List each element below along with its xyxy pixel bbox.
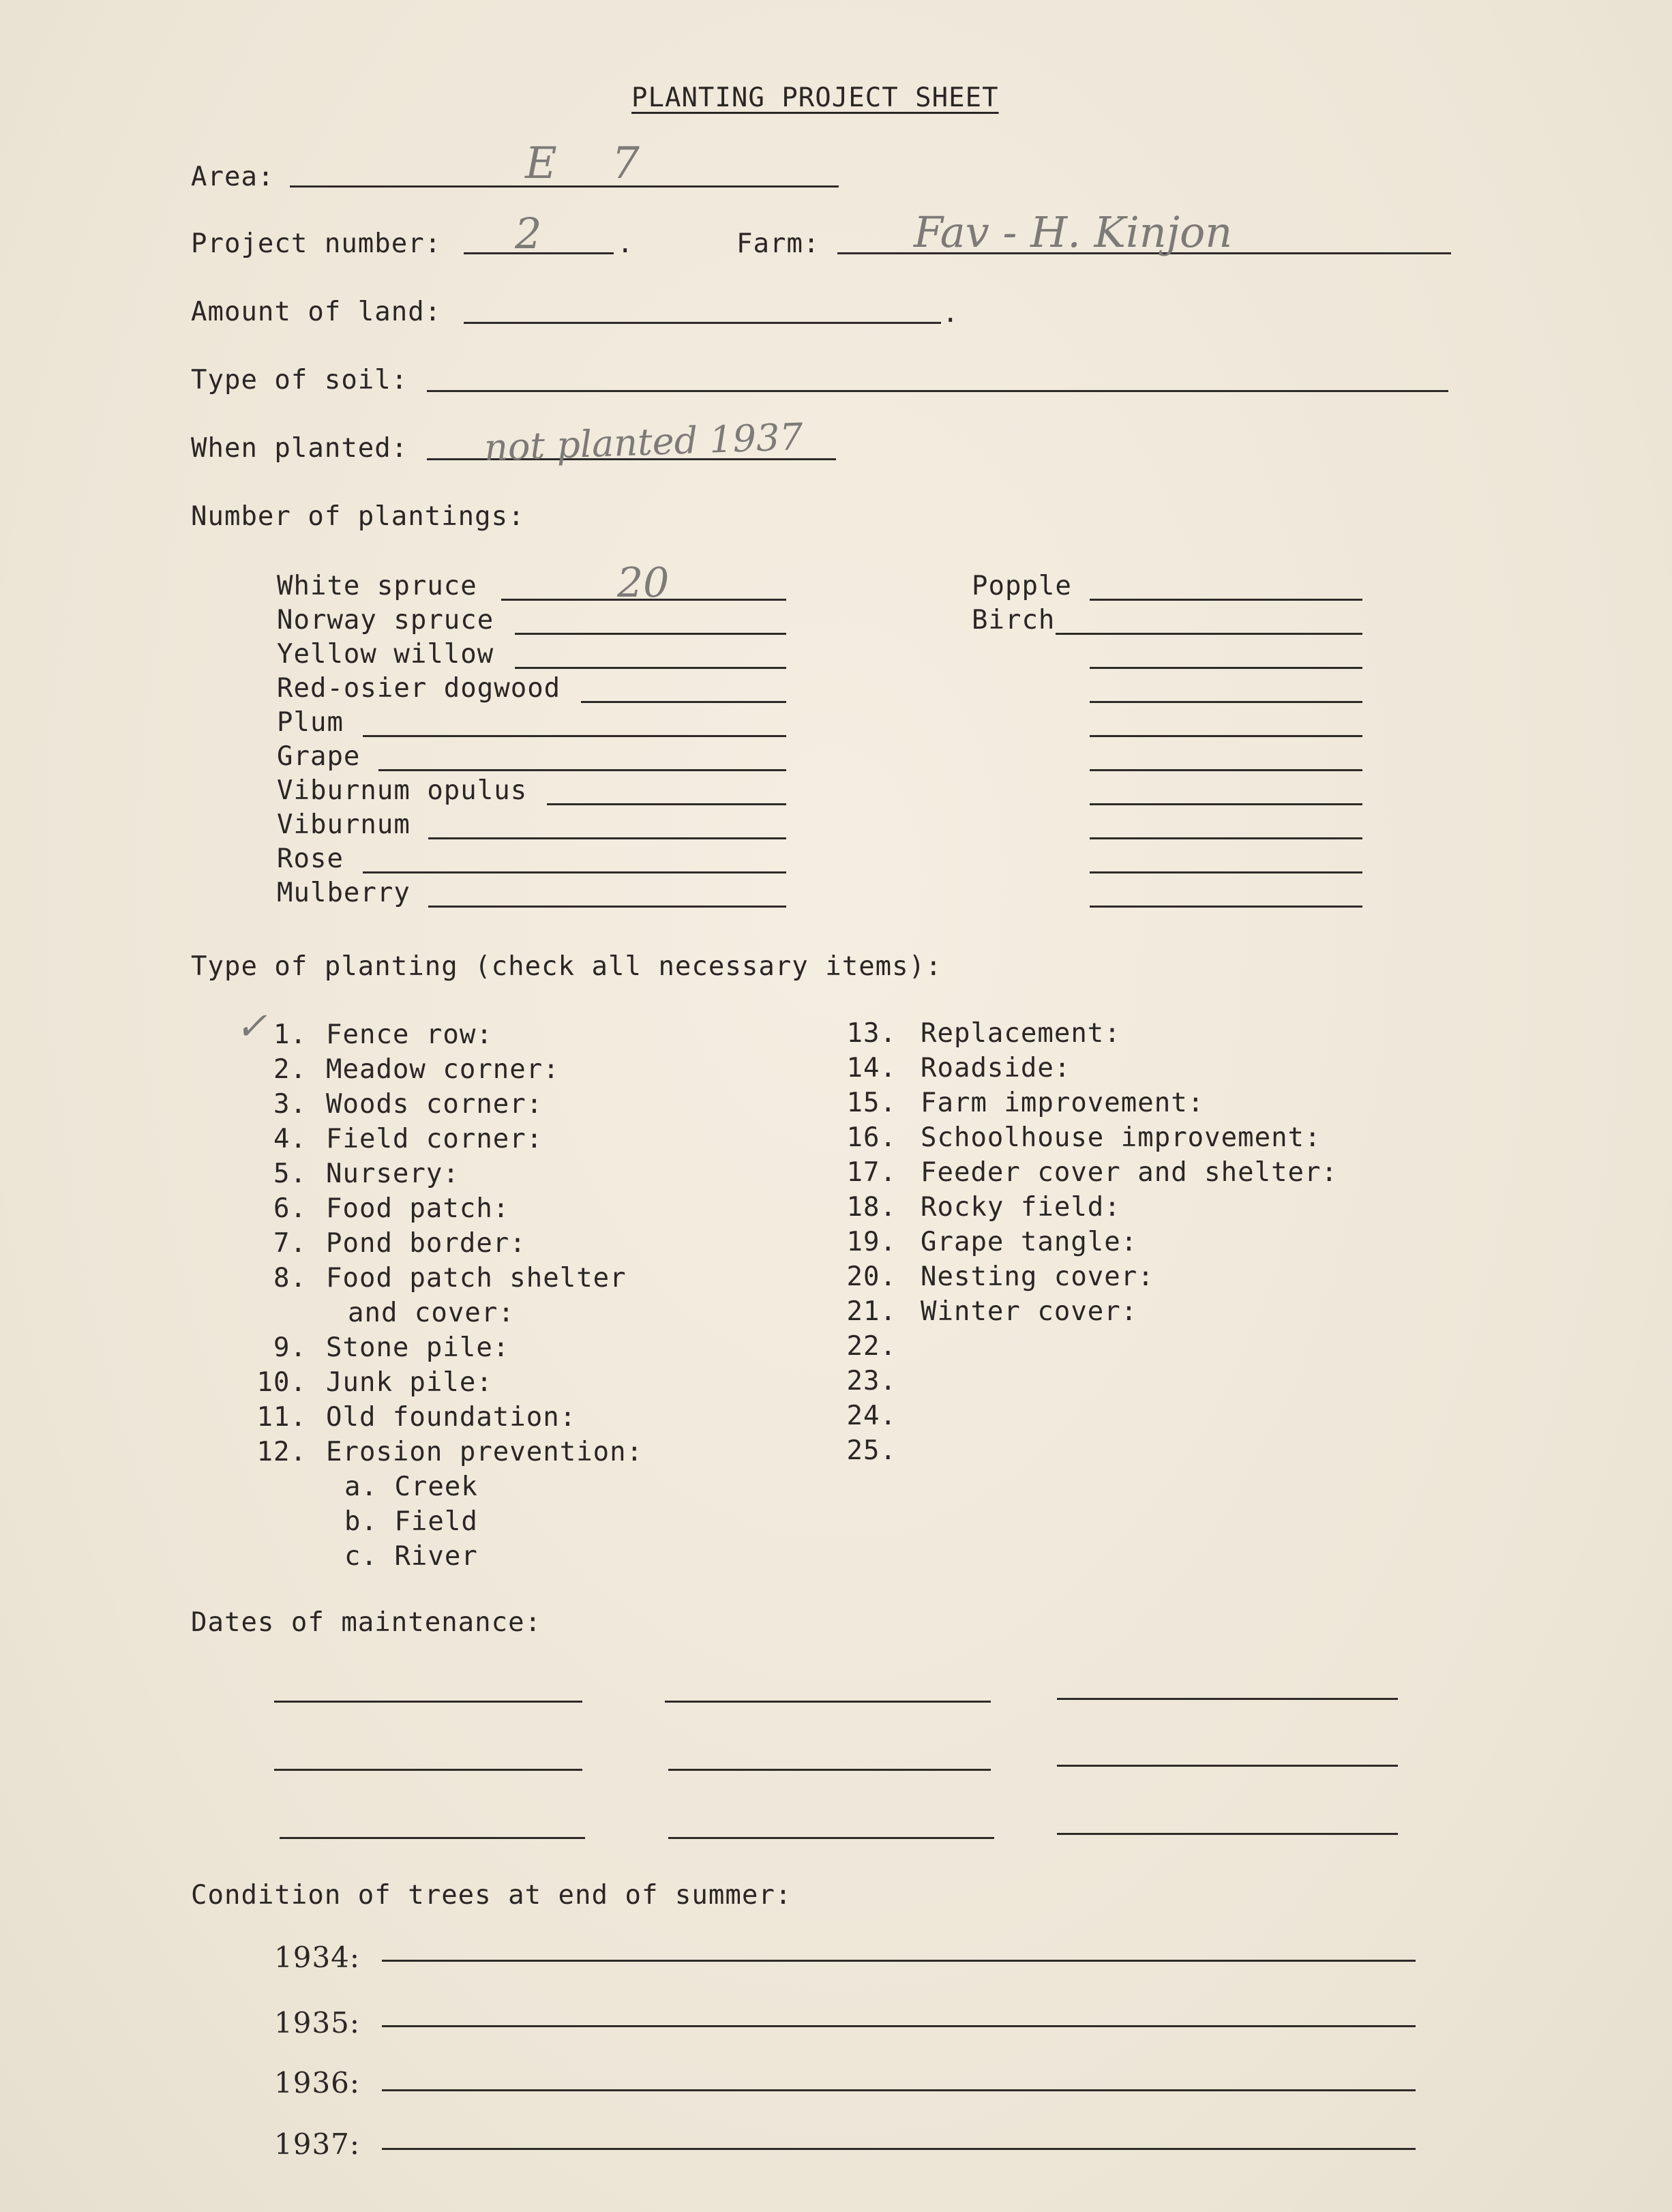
type-num: 8.: [273, 1263, 307, 1294]
maintenance-date-field[interactable]: [274, 1701, 582, 1703]
planting-viburnum-opulus: Viburnum opulus: [277, 775, 528, 806]
amount-of-land-period: .: [942, 298, 959, 329]
maintenance-date-field[interactable]: [280, 1837, 585, 1839]
area-label: Area:: [191, 162, 275, 192]
blank-planting-field[interactable]: [1090, 735, 1362, 737]
blank-planting-field[interactable]: [1090, 871, 1362, 873]
type-erosion-prevention[interactable]: Erosion prevention:: [326, 1437, 644, 1467]
amount-of-land-field[interactable]: [464, 322, 941, 324]
type-num: 4.: [273, 1124, 307, 1154]
type-num: 5.: [273, 1159, 307, 1189]
maintenance-date-field[interactable]: [1057, 1765, 1398, 1767]
planting-mulberry: Mulberry: [277, 878, 410, 908]
type-replacement[interactable]: Replacement:: [921, 1018, 1121, 1049]
type-num: 15.: [846, 1088, 897, 1118]
type-grape-tangle[interactable]: Grape tangle:: [921, 1227, 1138, 1257]
erosion-river[interactable]: c. River: [344, 1541, 478, 1572]
type-pond-border[interactable]: Pond border:: [326, 1228, 526, 1259]
type-num: 9.: [273, 1332, 307, 1363]
type-woods-corner[interactable]: Woods corner:: [326, 1089, 543, 1120]
erosion-field[interactable]: b. Field: [344, 1506, 478, 1537]
blank-planting-field[interactable]: [1090, 667, 1362, 669]
type-num: 2.: [273, 1054, 307, 1085]
blank-planting-field[interactable]: [1090, 803, 1362, 805]
type-feeder-cover[interactable]: Feeder cover and shelter:: [921, 1157, 1338, 1188]
condition-1934-field[interactable]: [382, 1960, 1416, 1962]
plantings-heading: Number of plantings:: [191, 501, 525, 532]
type-nesting-cover[interactable]: Nesting cover:: [921, 1261, 1154, 1292]
type-num: 13.: [846, 1018, 897, 1049]
when-planted-value: not planted 1937: [483, 415, 804, 470]
plum-field[interactable]: [363, 735, 786, 737]
type-fence-row[interactable]: Fence row:: [326, 1019, 493, 1050]
type-num: 12.: [256, 1437, 307, 1467]
blank-planting-field[interactable]: [1090, 769, 1362, 771]
maintenance-date-field[interactable]: [665, 1701, 991, 1703]
planting-popple: Popple: [972, 571, 1072, 601]
blank-planting-field[interactable]: [1090, 906, 1362, 908]
type-of-soil-label: Type of soil:: [191, 365, 408, 395]
viburnum-opulus-field[interactable]: [547, 803, 786, 805]
type-of-soil-field[interactable]: [427, 390, 1448, 392]
rose-field[interactable]: [363, 871, 786, 873]
type-num: 14.: [846, 1053, 897, 1083]
amount-of-land-label: Amount of land:: [191, 297, 442, 327]
type-old-foundation[interactable]: Old foundation:: [326, 1402, 577, 1433]
when-planted-label: When planted:: [191, 433, 408, 464]
type-food-patch-shelter-cont[interactable]: and cover:: [348, 1298, 515, 1328]
farm-label: Farm:: [736, 228, 820, 259]
type-num: 7.: [273, 1228, 307, 1259]
birch-field[interactable]: [1056, 633, 1362, 635]
blank-planting-field[interactable]: [1090, 837, 1362, 839]
type-schoolhouse-improvement[interactable]: Schoolhouse improvement:: [921, 1122, 1322, 1153]
condition-year-1935: 1935:: [274, 2006, 361, 2039]
planting-norway-spruce: Norway spruce: [277, 605, 494, 636]
condition-year-1934: 1934:: [274, 1941, 361, 1974]
maintenance-date-field[interactable]: [274, 1769, 582, 1771]
yellow-willow-field[interactable]: [515, 667, 786, 669]
type-num: 17.: [846, 1157, 897, 1188]
type-field-corner[interactable]: Field corner:: [326, 1124, 543, 1154]
maintenance-heading: Dates of maintenance:: [191, 1607, 542, 1638]
blank-planting-field[interactable]: [1090, 701, 1362, 703]
type-num: 18.: [846, 1192, 897, 1223]
type-num: 3.: [273, 1089, 307, 1120]
check-mark-icon: ✓: [235, 1004, 267, 1049]
planting-rose: Rose: [277, 843, 344, 874]
red-osier-dogwood-field[interactable]: [581, 701, 786, 703]
type-stone-pile[interactable]: Stone pile:: [326, 1332, 510, 1363]
condition-1936-field[interactable]: [382, 2089, 1416, 2091]
viburnum-field[interactable]: [428, 837, 786, 839]
page-title: PLANTING PROJECT SHEET: [631, 83, 999, 113]
planting-red-osier-dogwood: Red-osier dogwood: [277, 673, 561, 704]
maintenance-date-field[interactable]: [668, 1769, 991, 1771]
type-num: 19.: [846, 1227, 897, 1257]
planting-yellow-willow: Yellow willow: [277, 639, 494, 670]
condition-year-1937: 1937:: [274, 2127, 361, 2161]
planting-white-spruce: White spruce: [277, 571, 477, 601]
planting-plum: Plum: [277, 707, 344, 738]
project-number-value: 2: [515, 209, 542, 258]
type-num: 24.: [846, 1401, 897, 1431]
type-nursery[interactable]: Nursery:: [326, 1159, 460, 1189]
norway-spruce-field[interactable]: [515, 633, 786, 635]
type-num: 6.: [273, 1193, 307, 1224]
popple-field[interactable]: [1090, 599, 1362, 601]
type-num: 1.: [273, 1019, 307, 1050]
condition-year-1936: 1936:: [274, 2066, 361, 2099]
type-winter-cover[interactable]: Winter cover:: [921, 1296, 1138, 1327]
type-num: 22.: [846, 1331, 897, 1362]
project-number-period: .: [617, 228, 634, 259]
planting-birch: Birch: [972, 605, 1056, 636]
type-num: 21.: [846, 1296, 897, 1327]
type-rocky-field[interactable]: Rocky field:: [921, 1192, 1121, 1223]
type-num: 16.: [846, 1122, 897, 1153]
type-num: 11.: [256, 1402, 307, 1433]
type-food-patch[interactable]: Food patch:: [326, 1193, 510, 1224]
maintenance-date-field[interactable]: [1057, 1698, 1398, 1700]
farm-value: Fav - H. Kinjon: [914, 207, 1233, 257]
area-value: E 7: [525, 138, 660, 189]
type-food-patch-shelter[interactable]: Food patch shelter: [326, 1263, 627, 1294]
type-roadside[interactable]: Roadside:: [921, 1053, 1071, 1083]
mulberry-field[interactable]: [428, 906, 786, 908]
condition-heading: Condition of trees at end of summer:: [191, 1880, 792, 1911]
condition-1937-field[interactable]: [382, 2148, 1416, 2150]
erosion-creek[interactable]: a. Creek: [344, 1471, 478, 1502]
white-spruce-value: 20: [617, 559, 670, 607]
planting-viburnum: Viburnum: [277, 809, 410, 840]
planting-grape: Grape: [277, 741, 361, 772]
planting-types-heading: Type of planting (check all necessary items):: [191, 951, 942, 982]
type-num: 23.: [846, 1366, 897, 1396]
maintenance-date-field[interactable]: [668, 1837, 994, 1839]
project-number-label: Project number:: [191, 228, 442, 259]
type-num: 20.: [846, 1261, 897, 1292]
type-junk-pile[interactable]: Junk pile:: [326, 1367, 493, 1398]
condition-1935-field[interactable]: [382, 2025, 1416, 2027]
type-num: 25.: [846, 1435, 897, 1466]
maintenance-date-field[interactable]: [1057, 1833, 1398, 1835]
type-farm-improvement[interactable]: Farm improvement:: [921, 1088, 1205, 1118]
type-num: 10.: [256, 1367, 307, 1398]
grape-field[interactable]: [378, 769, 786, 771]
type-meadow-corner[interactable]: Meadow corner:: [326, 1054, 560, 1085]
